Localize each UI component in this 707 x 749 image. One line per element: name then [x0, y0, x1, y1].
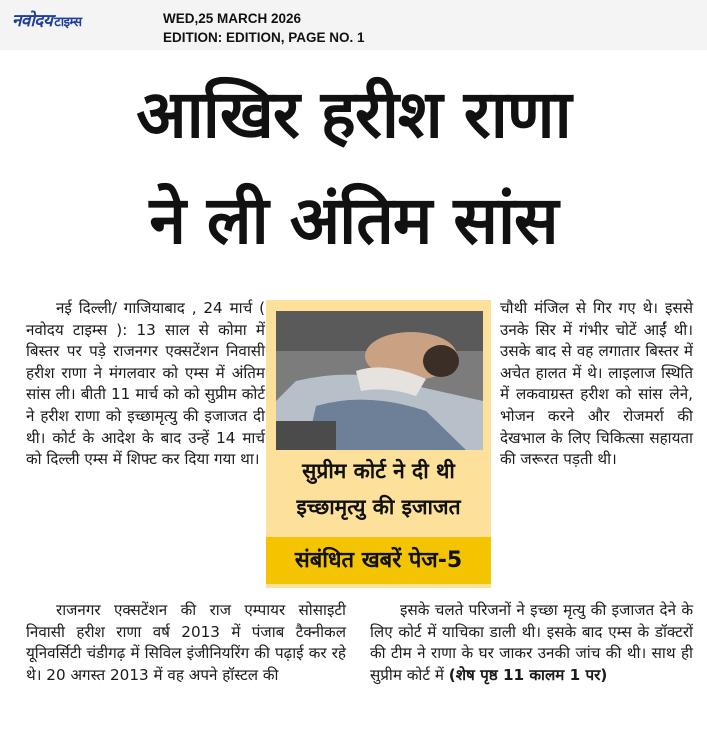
- headline: [0, 62, 707, 274]
- edition-line: EDITION: EDITION, PAGE NO. 1: [163, 30, 365, 45]
- edition-info: [163, 9, 365, 47]
- article-paragraph-4: इसके चलते परिजनों ने इच्छा मृत्यु की इजाजत देने के लिए कोर्ट में याचिका डाली थी। इसके बाद एम्स के डॉक्टरों की टीम ने राणा के घर जाकर उनकी जांच की थी। साथ ही सुप्रीम कोर्ट में (शेष पृष्ठ 11 कालम 1 पर): [370, 601, 693, 684]
- article-paragraph-3: चौथी मंजिल से गिर गए थे। इससे उनके सिर में गंभीर चोटें आईं थी। उसके बाद से वह लगातार बिस्तर में अचेत हालत में थे। लाइलाज स्थिति में लकवाग्रस्त हरीश को सांस लेने, भोजन करने और रोजमर्रा की देखभाल के लिए चिकित्सा सहायता की जरूरत पड़ती थी।: [500, 299, 693, 469]
- headline-line-2: ने ली अंतिम सांस: [149, 182, 558, 259]
- caption-line-1: सुप्रीम कोर्ट ने दी थी: [302, 459, 455, 483]
- article-column-left: [26, 298, 265, 471]
- headline-line-1: आखिर हरीश राणा: [136, 76, 571, 153]
- article-dateline-paragraph: नई दिल्ली/ गाजियाबाद , 24 मार्च ( नवोदय टाइम्स ): 13 साल से कोमा में बिस्तर पर पड़े राजनगर एक्सटेंशन निवासी हरीश राणा ने मंगलवार को एम्स में अंतिम सांस ली। बीती 11 मार्च को को सुप्रीम कोर्ट ने हरीश राणा को इच्छामृत्यु की इजाजत दी थी। कोर्ट के आदेश के बाद उन्हें 14 मार्च को दिल्ली एम्स में शिफ्ट कर दिया गया था।: [26, 299, 265, 469]
- caption-line-2: इच्छामृत्यु की इजाजत: [296, 495, 461, 519]
- patient-photo-image: [276, 311, 483, 450]
- article-column-left-bottom: [26, 600, 346, 686]
- article-column-right: [500, 298, 693, 471]
- photo-caption: [266, 453, 491, 525]
- date-line: WED,25 MARCH 2026: [163, 11, 302, 26]
- related-news-banner: संबंधित खबरें पेज-5: [266, 537, 491, 584]
- masthead-bar: [0, 0, 707, 50]
- article-column-right-bottom: [370, 600, 693, 686]
- newspaper-logo: नवोदय टाइम्स: [12, 11, 82, 31]
- news-photo: [276, 311, 483, 450]
- continued-notice: (शेष पृष्ठ 11 कालम 1 पर): [448, 665, 608, 684]
- article-paragraph-2: राजनगर एक्सटेंशन की राज एम्पायर सोसाइटी निवासी हरीश राणा वर्ष 2013 में पंजाब टैक्नीकल यूनिवर्सिटी चंडीगढ़ में सिविल इंजीनियरिंग की पढ़ाई कर रहे थे। 20 अगस्त 2013 में वह अपने हॉस्टल की: [26, 601, 346, 684]
